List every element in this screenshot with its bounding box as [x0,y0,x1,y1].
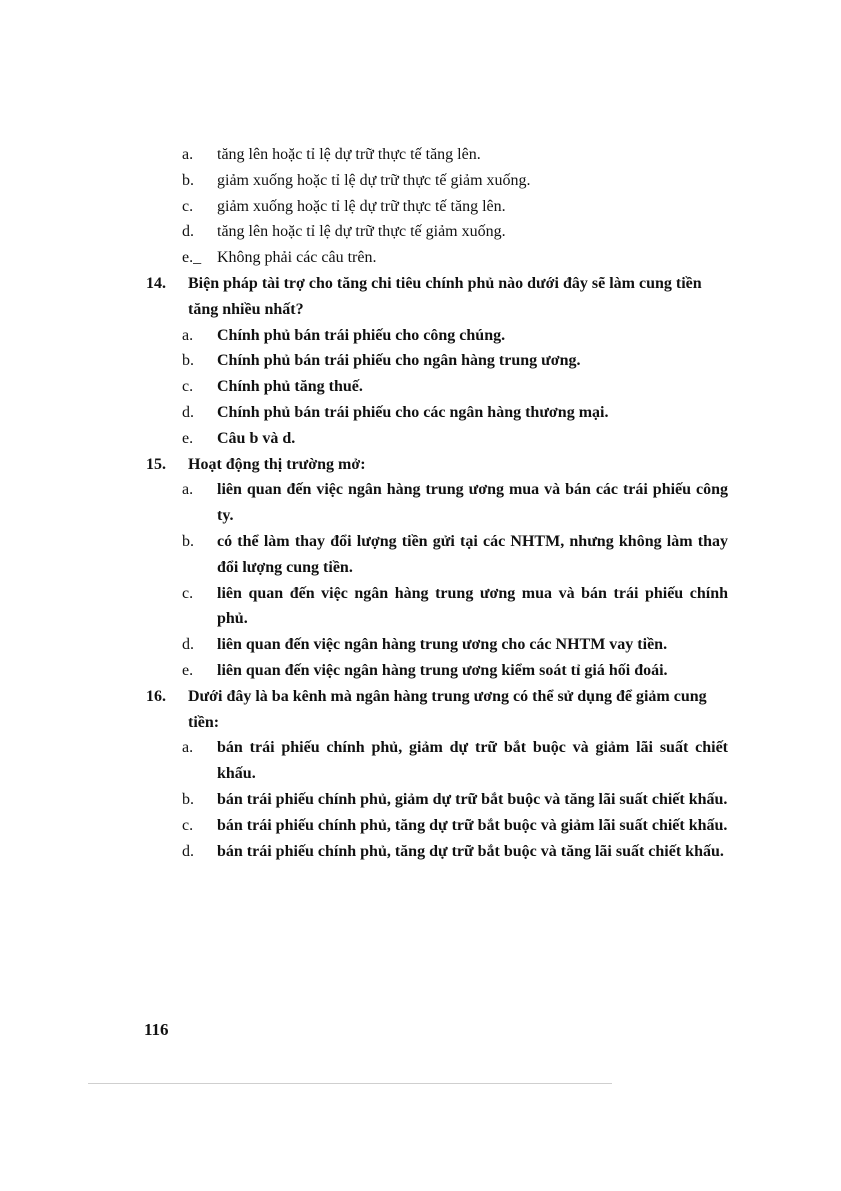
option-letter: d. [182,223,194,241]
option [146,348,728,374]
option-letter: a. [182,481,194,499]
option-text: bán trái phiếu chính phủ, giảm dự trữ bắt buộc và giảm lãi suất chiết khấu. [217,739,728,783]
question-14 [146,271,728,452]
option-letter: c. [182,816,194,834]
option-letter: a. [182,146,194,163]
option-text: liên quan đến việc ngân hàng trung ương mua và bán trái phiếu chính phủ. [217,584,728,628]
option-letter: e._ [182,249,202,267]
option-text: giảm xuống hoặc tỉ lệ dự trữ thực tế tăng lên. [217,197,506,215]
option-text: liên quan đến việc ngân hàng trung ương kiểm soát tỉ giá hối đoái. [217,661,668,679]
option-letter: b. [182,352,194,370]
option-text: Chính phủ tăng thuế. [217,378,363,396]
question-number: 14. [146,274,166,292]
option-text: Chính phủ bán trái phiếu cho công chúng. [217,326,506,344]
option-letter: d. [182,636,194,654]
option-letter: a. [182,739,194,757]
option-letter: d. [182,403,194,421]
question-stem [146,684,728,736]
question-16 [146,684,728,865]
option-text: Chính phủ bán trái phiếu cho ngân hàng trung ương. [217,352,581,370]
option [146,813,728,839]
option [146,632,728,658]
option [146,374,728,400]
option-text: bán trái phiếu chính phủ, tăng dự trữ bắt buộc và tăng lãi suất chiết khấu. [217,842,724,860]
option-text: bán trái phiếu chính phủ, tăng dự trữ bắt buộc và giảm lãi suất chiết khấu. [217,816,728,834]
option-letter: e. [182,661,194,679]
option-text: tăng lên hoặc tỉ lệ dự trữ thực tế giảm xuống. [217,223,506,241]
option-letter: a. [182,326,194,344]
option-letter: e. [182,429,194,447]
option [146,839,728,865]
option [146,168,728,194]
continuation-options [146,142,728,271]
option [146,426,728,452]
option-letter: c. [182,197,194,215]
option-text: liên quan đến việc ngân hàng trung ương mua và bán các trái phiếu công ty. [217,481,728,525]
option-text: Câu b và d. [217,429,296,447]
page-content [146,142,728,864]
option [146,581,728,633]
option-text: có thể làm thay đổi lượng tiền gửi tại các NHTM, nhưng không làm thay đổi lượng cung tiền. [217,532,728,576]
option-letter: c. [182,378,194,396]
question-text: Dưới đây là ba kênh mà ngân hàng trung ương có thể sử dụng để giảm cung tiền: [188,687,707,731]
question-number: 16. [146,687,166,705]
option [146,477,728,529]
option [146,245,728,271]
footer-divider [88,1083,612,1084]
option-letter: b. [182,532,194,550]
option [146,142,728,168]
option [146,400,728,426]
option-text: giảm xuống hoặc tỉ lệ dự trữ thực tế giảm xuống. [217,171,531,189]
question-text: Hoạt động thị trường mở: [188,455,366,473]
option-letter: d. [182,842,194,860]
question-15 [146,452,728,684]
option-text: tăng lên hoặc tỉ lệ dự trữ thực tế tăng lên. [217,146,481,163]
question-text: Biện pháp tài trợ cho tăng chi tiêu chính phủ nào dưới đây sẽ làm cung tiền tăng nhiều nhất? [188,274,702,318]
option [146,735,728,787]
page-number: 116 [144,1020,169,1039]
option-text: Không phải các câu trên. [217,249,377,267]
option [146,787,728,813]
option [146,529,728,581]
question-number: 15. [146,455,166,473]
option-letter: b. [182,790,194,808]
option-text: liên quan đến việc ngân hàng trung ương cho các NHTM vay tiền. [217,636,668,654]
option [146,219,728,245]
option-letter: b. [182,171,194,189]
option [146,323,728,349]
question-stem [146,271,728,323]
option [146,194,728,220]
question-stem [146,452,728,478]
option-text: bán trái phiếu chính phủ, giảm dự trữ bắt buộc và tăng lãi suất chiết khấu. [217,790,728,808]
option-letter: c. [182,584,194,602]
option-text: Chính phủ bán trái phiếu cho các ngân hàng thương mại. [217,403,609,421]
option [146,658,728,684]
